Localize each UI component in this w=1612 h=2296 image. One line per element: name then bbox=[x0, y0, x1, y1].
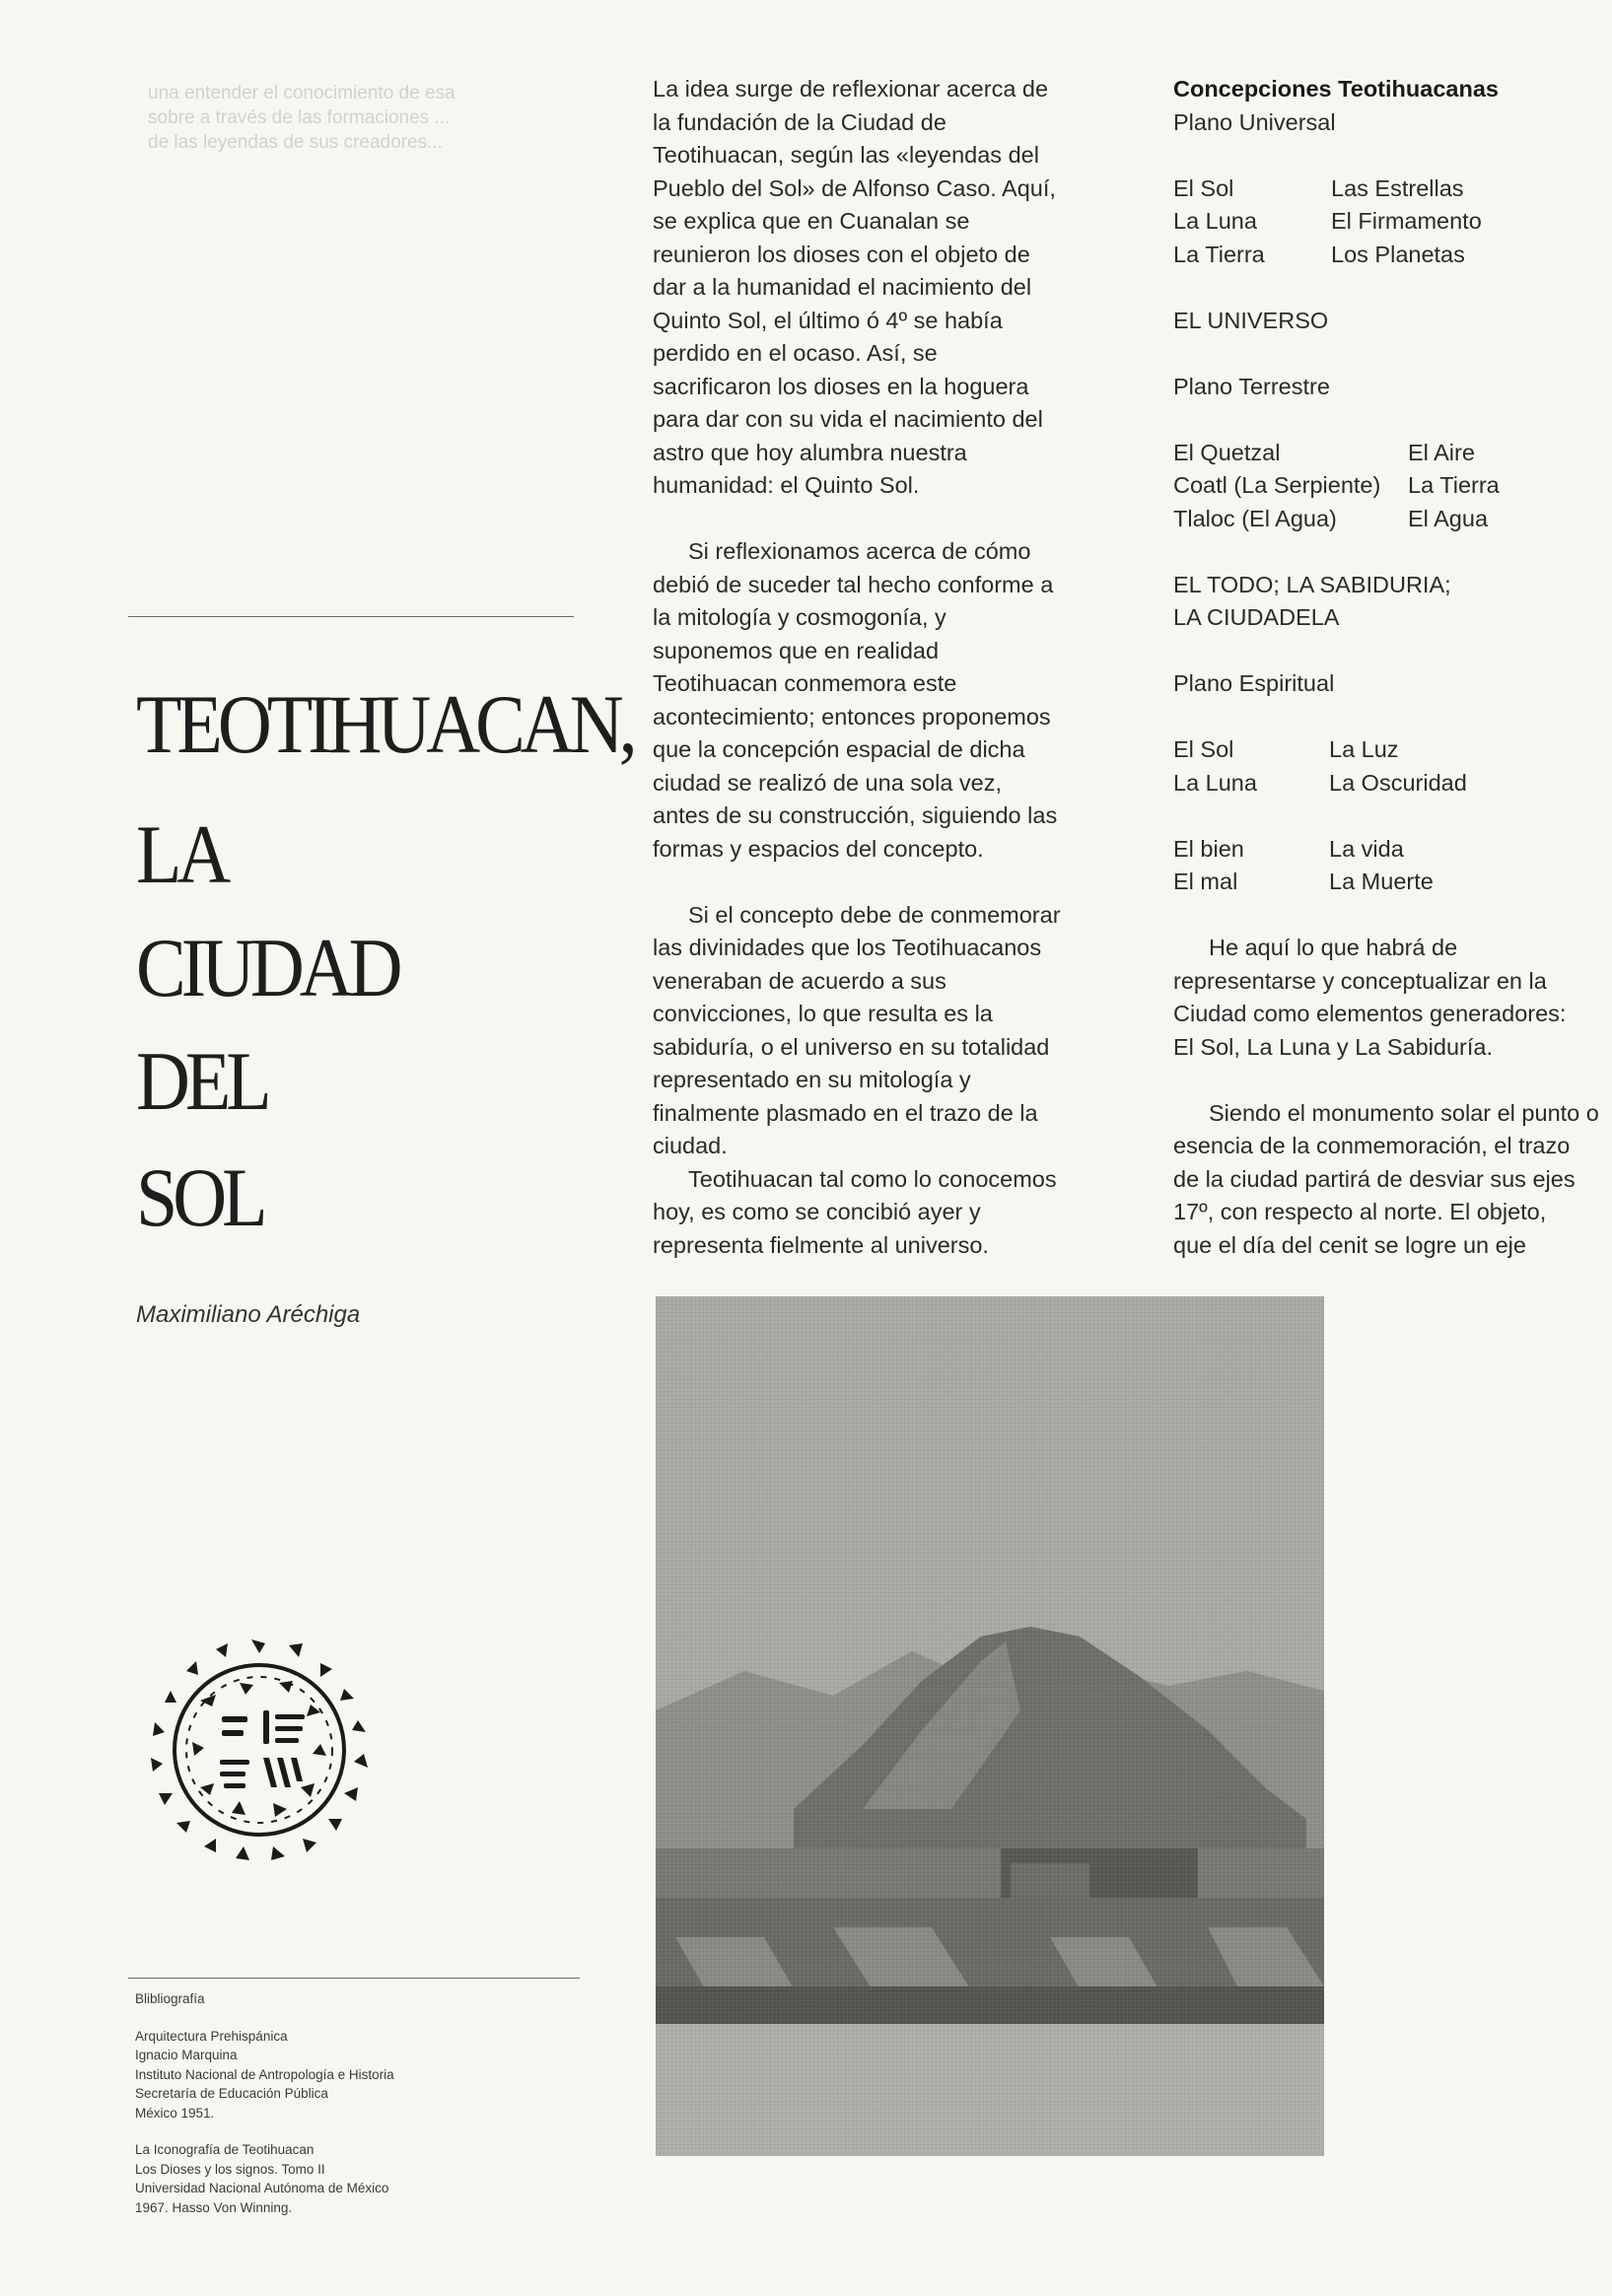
espiritual-pairs-2 bbox=[1173, 833, 1612, 899]
term-pair bbox=[1173, 733, 1612, 767]
terrestre-pairs bbox=[1173, 437, 1612, 536]
bib-line: Secretaría de Educación Pública bbox=[135, 2086, 328, 2101]
term-right: La Oscuridad bbox=[1329, 769, 1467, 796]
text-line: ciudad. bbox=[653, 1133, 728, 1158]
text-line: la fundación de la Ciudad de bbox=[653, 108, 946, 135]
term-pair bbox=[1173, 173, 1612, 206]
universal-pairs bbox=[1173, 173, 1612, 272]
term-pair bbox=[1173, 767, 1612, 800]
term-right: La vida bbox=[1329, 835, 1404, 862]
espiritual-pairs-1 bbox=[1173, 733, 1612, 800]
body-column-3 bbox=[1173, 73, 1612, 1262]
text-line: sacrificaron los dioses en la hoguera bbox=[653, 373, 1029, 399]
paragraph-4 bbox=[653, 1163, 1116, 1263]
text-line: astro que hoy alumbra nuestra bbox=[653, 439, 967, 465]
text-line: humanidad: el Quinto Sol. bbox=[653, 472, 920, 498]
term-right: Las Estrellas bbox=[1331, 174, 1464, 201]
bib-line: Ignacio Marquina bbox=[135, 2048, 238, 2062]
term-pair bbox=[1173, 833, 1612, 867]
term-right: El Agua bbox=[1408, 505, 1489, 531]
term-pair bbox=[1173, 239, 1612, 272]
term-left: Coatl (La Serpiente) bbox=[1173, 472, 1381, 498]
ghost-line: sobre a través de las formaciones ... bbox=[148, 107, 451, 128]
ghost-line: de las leyendas de sus creadores... bbox=[148, 132, 443, 153]
term-right: Los Planetas bbox=[1331, 241, 1465, 267]
bib-line: 1967. Hasso Von Winning. bbox=[135, 2199, 293, 2215]
term-pair bbox=[1173, 469, 1612, 503]
bib-line: Universidad Nacional Autónoma de México bbox=[135, 2181, 389, 2195]
text-line: La idea surge de reflexionar acerca de bbox=[653, 76, 1049, 102]
term-left: La Luna bbox=[1173, 208, 1257, 234]
text-line: representarse y conceptualizar en la bbox=[1173, 967, 1547, 994]
term-right: El Firmamento bbox=[1331, 208, 1482, 234]
el-todo-line-1: EL TODO; LA SABIDURIA; bbox=[1173, 571, 1451, 597]
bib-line: La Iconografía de Teotihuacan bbox=[135, 2142, 315, 2157]
bibliography-heading: Blibliografía bbox=[135, 1991, 205, 2006]
el-universo-label: EL UNIVERSO bbox=[1173, 307, 1329, 333]
term-right: El Aire bbox=[1408, 439, 1475, 465]
term-left: El Sol bbox=[1173, 174, 1234, 201]
author-name: Maximiliano Aréchiga bbox=[136, 1301, 361, 1328]
term-left: El Quetzal bbox=[1173, 439, 1281, 465]
bib-line: Los Dioses y los signos. Tomo II bbox=[135, 2161, 325, 2177]
text-line: Siendo el monumento solar el punto o bbox=[1209, 1099, 1599, 1126]
bibliography-entry bbox=[135, 2140, 451, 2217]
text-line: de la ciudad partirá de desviar sus ejes bbox=[1173, 1165, 1576, 1192]
text-line: perdido en el ocaso. Así, se bbox=[653, 340, 938, 366]
term-left: El bien bbox=[1173, 835, 1244, 862]
aztec-seal-icon bbox=[146, 1632, 373, 1868]
text-line: Pueblo del Sol» de Alfonso Caso. Aquí, bbox=[653, 174, 1056, 201]
term-pair bbox=[1173, 437, 1612, 470]
text-line: formas y espacios del concepto. bbox=[653, 835, 984, 862]
title-line-5: SOL bbox=[136, 1151, 263, 1245]
text-line: debió de suceder tal hecho conforme a bbox=[653, 571, 1054, 597]
text-line: las divinidades que los Teotihuacanos bbox=[653, 935, 1042, 960]
term-pair bbox=[1173, 866, 1612, 899]
term-left: El Sol bbox=[1173, 736, 1234, 762]
title-line-1: TEOTIHUACAN, bbox=[136, 678, 633, 772]
text-line: suponemos que en realidad bbox=[653, 637, 940, 663]
text-line: reunieron los dioses con el objeto de bbox=[653, 241, 1030, 267]
term-left: Tlaloc (El Agua) bbox=[1173, 505, 1337, 531]
text-line: la mitología y cosmogonía, y bbox=[653, 604, 946, 630]
text-line: Teotihuacan tal como lo conocemos bbox=[688, 1165, 1057, 1192]
title-line-3: CIUDAD bbox=[136, 922, 398, 1015]
plano-espiritual-label: Plano Espiritual bbox=[1173, 670, 1335, 696]
text-line: esencia de la conmemoración, el trazo bbox=[1173, 1133, 1571, 1158]
top-divider bbox=[128, 616, 574, 617]
term-pair bbox=[1173, 503, 1612, 536]
text-line: representado en su mitología y bbox=[653, 1067, 971, 1092]
text-line: representa fielmente al universo. bbox=[653, 1231, 989, 1258]
title-line-2: LA bbox=[136, 808, 227, 902]
text-line: antes de su construcción, siguiendo las bbox=[653, 802, 1058, 828]
paragraph-he-aqui bbox=[1173, 932, 1612, 1064]
plano-terrestre-label: Plano Terrestre bbox=[1173, 373, 1330, 399]
text-line: Teotihuacan conmemora este bbox=[653, 670, 957, 696]
bibliography-entry bbox=[135, 2027, 451, 2123]
term-pair bbox=[1173, 205, 1612, 239]
body-column-2 bbox=[653, 73, 1116, 1262]
term-right: La Muerte bbox=[1329, 869, 1434, 894]
term-left: La Tierra bbox=[1173, 241, 1265, 267]
bibliography-divider bbox=[128, 1978, 580, 1979]
text-line: Si reflexionamos acerca de cómo bbox=[688, 538, 1031, 564]
text-line: ciudad se realizó de una sola vez, bbox=[653, 769, 1003, 796]
ghost-line: una entender el conocimiento de esa bbox=[148, 83, 456, 104]
paragraph-siendo bbox=[1173, 1097, 1612, 1263]
text-line: dar a la humanidad el nacimiento del bbox=[653, 274, 1032, 300]
text-line: Quinto Sol, el último ó 4º se había bbox=[653, 307, 1003, 333]
text-line: que la concepción espacial de dicha bbox=[653, 736, 1025, 762]
text-line: sabiduría, o el universo en su totalidad bbox=[653, 1033, 1050, 1060]
bib-line: Arquitectura Prehispánica bbox=[135, 2028, 288, 2044]
text-line: convicciones, lo que resulta es la bbox=[653, 1001, 993, 1026]
bib-line: México 1951. bbox=[135, 2105, 215, 2121]
text-line: Ciudad como elementos generadores: bbox=[1173, 1001, 1567, 1026]
text-line: Teotihuacan, según las «leyendas del bbox=[653, 142, 1039, 168]
paragraph-1 bbox=[653, 73, 1116, 503]
pyramid-photo bbox=[656, 1296, 1324, 2156]
el-todo-line-2: LA CIUDADELA bbox=[1173, 604, 1340, 630]
term-right: La Tierra bbox=[1408, 472, 1500, 498]
bleed-through-text bbox=[148, 81, 582, 155]
text-line: que el día del cenit se logre un eje bbox=[1173, 1231, 1526, 1258]
term-left: La Luna bbox=[1173, 769, 1257, 796]
text-line: acontecimiento; entonces proponemos bbox=[653, 703, 1051, 730]
term-right: La Luz bbox=[1329, 736, 1399, 762]
text-line: finalmente plasmado en el trazo de la bbox=[653, 1099, 1038, 1126]
text-line: hoy, es como se concibió ayer y bbox=[653, 1199, 981, 1224]
text-line: He aquí lo que habrá de bbox=[1209, 935, 1458, 960]
text-line: veneraban de acuerdo a sus bbox=[653, 967, 946, 994]
text-line: Si el concepto debe de conmemorar bbox=[688, 901, 1061, 928]
text-line: El Sol, La Luna y La Sabiduría. bbox=[1173, 1033, 1493, 1060]
bibliography bbox=[135, 1989, 451, 2235]
section-heading: Concepciones Teotihuacanas bbox=[1173, 76, 1499, 102]
text-line: 17º, con respecto al norte. El objeto, bbox=[1173, 1199, 1547, 1224]
title-line-4: DEL bbox=[136, 1035, 267, 1129]
bib-line: Instituto Nacional de Antropología e Historia bbox=[135, 2066, 394, 2082]
paragraph-2 bbox=[653, 535, 1116, 866]
text-line: se explica que en Cuanalan se bbox=[653, 208, 970, 234]
paragraph-3 bbox=[653, 899, 1116, 1163]
term-left: El mal bbox=[1173, 869, 1238, 894]
text-line: para dar con su vida el nacimiento del bbox=[653, 406, 1043, 432]
plano-universal-label: Plano Universal bbox=[1173, 108, 1336, 135]
